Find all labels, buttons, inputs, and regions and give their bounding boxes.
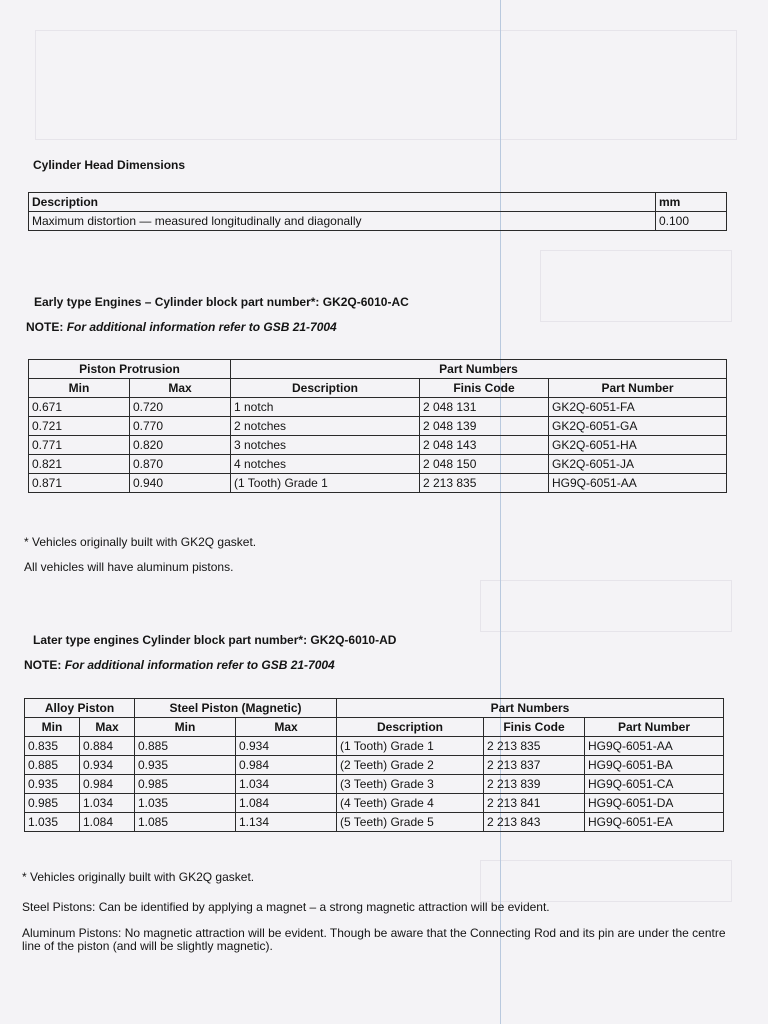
cell-description: 1 notch xyxy=(231,398,420,417)
cell-finis-code: 2 048 139 xyxy=(420,417,549,436)
note-text: For additional information refer to GSB 21-7004 xyxy=(64,658,335,672)
table-row xyxy=(29,455,727,474)
distortion-value: 0.100 xyxy=(656,212,727,231)
header-part-numbers: Part Numbers xyxy=(231,360,727,379)
cell-part-number: GK2Q-6051-FA xyxy=(549,398,727,417)
early-engines-note xyxy=(26,320,337,334)
header-part-number: Part Number xyxy=(585,718,724,737)
cell-alloy-min: 0.935 xyxy=(25,775,80,794)
cell-min: 0.721 xyxy=(29,417,130,436)
header-alloy-min: Min xyxy=(25,718,80,737)
bleed-through-table-bottom xyxy=(480,860,732,902)
later-engines-title: Later type engines Cylinder block part number*: GK2Q-6010-AD xyxy=(33,633,397,647)
header-max: Max xyxy=(130,379,231,398)
cell-max: 0.940 xyxy=(130,474,231,493)
table-row xyxy=(29,436,727,455)
cell-finis-code: 2 213 837 xyxy=(484,756,585,775)
cell-steel-min: 0.985 xyxy=(135,775,236,794)
later-piston-table xyxy=(24,698,724,832)
cell-alloy-max: 0.934 xyxy=(80,756,135,775)
cell-steel-max: 1.084 xyxy=(236,794,337,813)
note-text: For additional information refer to GSB 21-7004 xyxy=(66,320,337,334)
cell-steel-min: 1.035 xyxy=(135,794,236,813)
cell-min: 0.821 xyxy=(29,455,130,474)
cell-finis-code: 2 213 839 xyxy=(484,775,585,794)
aluminum-pistons-note: Aluminum Pistons: No magnetic attraction will be evident. Though be aware that the Connecting Rod and its pin are under the centre line of the piston (and will be slightly magnetic). xyxy=(22,926,726,953)
cell-finis-code: 2 213 835 xyxy=(420,474,549,493)
note-label: NOTE: xyxy=(24,658,62,672)
cell-finis-code: 2 048 150 xyxy=(420,455,549,474)
table-row xyxy=(29,212,727,231)
early-aluminum-note: All vehicles will have aluminum pistons. xyxy=(24,560,234,574)
table-row xyxy=(29,417,727,436)
note-label: NOTE: xyxy=(26,320,64,334)
header-piston-protrusion: Piston Protrusion xyxy=(29,360,231,379)
header-finis-code: Finis Code xyxy=(484,718,585,737)
header-steel-piston: Steel Piston (Magnetic) xyxy=(135,699,337,718)
distortion-description: Maximum distortion — measured longitudinally and diagonally xyxy=(29,212,656,231)
later-footnote: * Vehicles originally built with GK2Q gasket. xyxy=(22,870,255,884)
cell-steel-min: 0.935 xyxy=(135,756,236,775)
steel-pistons-note: Steel Pistons: Can be identified by applying a magnet – a strong magnetic attraction will be evident. xyxy=(22,900,550,914)
header-finis-code: Finis Code xyxy=(420,379,549,398)
cell-alloy-min: 0.835 xyxy=(25,737,80,756)
header-min: Min xyxy=(29,379,130,398)
cell-steel-min: 1.085 xyxy=(135,813,236,832)
early-piston-table xyxy=(28,359,727,493)
cell-description: 2 notches xyxy=(231,417,420,436)
cell-alloy-min: 0.885 xyxy=(25,756,80,775)
cell-part-number: GK2Q-6051-JA xyxy=(549,455,727,474)
cell-part-number: HG9Q-6051-AA xyxy=(549,474,727,493)
bleed-through-table-middle xyxy=(480,580,732,632)
table-row xyxy=(25,737,724,756)
cylinder-head-title: Cylinder Head Dimensions xyxy=(33,158,186,172)
cell-alloy-min: 0.985 xyxy=(25,794,80,813)
cell-min: 0.771 xyxy=(29,436,130,455)
cell-part-number: HG9Q-6051-EA xyxy=(585,813,724,832)
header-steel-min: Min xyxy=(135,718,236,737)
header-unit: mm xyxy=(656,193,727,212)
cell-min: 0.671 xyxy=(29,398,130,417)
table-subheader-row xyxy=(29,379,727,398)
cell-part-number: GK2Q-6051-GA xyxy=(549,417,727,436)
cell-description: 4 notches xyxy=(231,455,420,474)
table-header-row xyxy=(29,193,727,212)
cell-description: (1 Tooth) Grade 1 xyxy=(337,737,484,756)
later-engines-note xyxy=(24,658,335,672)
cell-steel-max: 0.984 xyxy=(236,756,337,775)
cell-max: 0.820 xyxy=(130,436,231,455)
cell-steel-max: 1.134 xyxy=(236,813,337,832)
cell-max: 0.870 xyxy=(130,455,231,474)
header-description: Description xyxy=(231,379,420,398)
early-footnote: * Vehicles originally built with GK2Q gasket. xyxy=(24,535,257,549)
header-description: Description xyxy=(29,193,656,212)
table-row xyxy=(25,794,724,813)
table-row xyxy=(25,756,724,775)
cell-finis-code: 2 213 841 xyxy=(484,794,585,813)
cell-description: (4 Teeth) Grade 4 xyxy=(337,794,484,813)
cell-finis-code: 2 213 843 xyxy=(484,813,585,832)
cell-finis-code: 2 213 835 xyxy=(484,737,585,756)
header-description: Description xyxy=(337,718,484,737)
cell-max: 0.720 xyxy=(130,398,231,417)
cell-finis-code: 2 048 143 xyxy=(420,436,549,455)
table-header-row xyxy=(29,360,727,379)
table-row xyxy=(29,398,727,417)
cell-part-number: HG9Q-6051-DA xyxy=(585,794,724,813)
cylinder-head-table xyxy=(28,192,727,231)
bleed-through-table-right xyxy=(540,250,732,322)
cell-part-number: HG9Q-6051-AA xyxy=(585,737,724,756)
cell-alloy-max: 1.084 xyxy=(80,813,135,832)
cell-description: 3 notches xyxy=(231,436,420,455)
cell-steel-max: 0.934 xyxy=(236,737,337,756)
cell-alloy-min: 1.035 xyxy=(25,813,80,832)
cell-part-number: HG9Q-6051-BA xyxy=(585,756,724,775)
table-header-row xyxy=(25,699,724,718)
scan-vertical-line xyxy=(500,0,501,1024)
cell-min: 0.871 xyxy=(29,474,130,493)
cell-description: (5 Teeth) Grade 5 xyxy=(337,813,484,832)
cell-steel-max: 1.034 xyxy=(236,775,337,794)
header-part-number: Part Number xyxy=(549,379,727,398)
table-row xyxy=(25,775,724,794)
cell-alloy-max: 1.034 xyxy=(80,794,135,813)
early-engines-title: Early type Engines – Cylinder block part number*: GK2Q-6010-AC xyxy=(34,295,409,309)
header-steel-max: Max xyxy=(236,718,337,737)
table-row xyxy=(25,813,724,832)
cell-description: (2 Teeth) Grade 2 xyxy=(337,756,484,775)
cell-description: (3 Teeth) Grade 3 xyxy=(337,775,484,794)
bleed-through-table-top xyxy=(35,30,737,140)
cell-alloy-max: 0.884 xyxy=(80,737,135,756)
cell-alloy-max: 0.984 xyxy=(80,775,135,794)
header-alloy-piston: Alloy Piston xyxy=(25,699,135,718)
header-part-numbers: Part Numbers xyxy=(337,699,724,718)
header-alloy-max: Max xyxy=(80,718,135,737)
cell-part-number: HG9Q-6051-CA xyxy=(585,775,724,794)
cell-part-number: GK2Q-6051-HA xyxy=(549,436,727,455)
table-subheader-row xyxy=(25,718,724,737)
cell-steel-min: 0.885 xyxy=(135,737,236,756)
cell-description: (1 Tooth) Grade 1 xyxy=(231,474,420,493)
table-row xyxy=(29,474,727,493)
cell-finis-code: 2 048 131 xyxy=(420,398,549,417)
cell-max: 0.770 xyxy=(130,417,231,436)
